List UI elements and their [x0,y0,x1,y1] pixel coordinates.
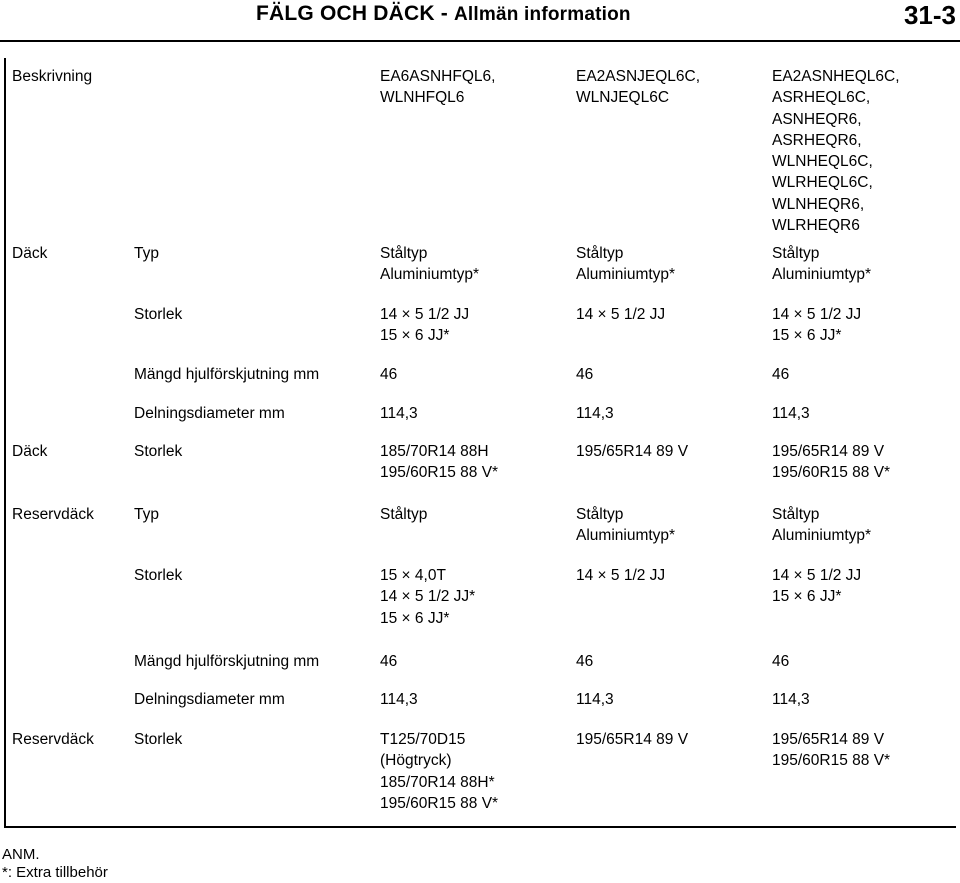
row-label: Storlek [134,306,183,323]
page-header [0,0,960,40]
header-model-col3: EA2ASNHEQL6C, ASRHEQL6C, ASNHEQR6, ASRHEQR6, WLNHEQL6C, WLRHEQL6C, WLNHEQR6, WLRHEQR6 [772,68,900,235]
row-cell-col1: 15 × 4,0T 14 × 5 1/2 JJ* 15 × 6 JJ* [380,567,476,627]
row-cell-col2: 14 × 5 1/2 JJ [576,567,666,584]
page-number: 31-3 [903,0,956,30]
row-cell-col3: 195/65R14 89 V 195/60R15 88 V* [772,443,891,482]
row-cell-col3: 46 [772,653,790,670]
row-group: Däck [12,443,48,460]
row-label: Storlek [134,443,183,460]
row-cell-col3: 14 × 5 1/2 JJ 15 × 6 JJ* [772,306,862,345]
note-heading: ANM. [2,846,40,863]
row-cell-col2: 46 [576,653,594,670]
row-label: Mängd hjulförskjutning mm [134,366,320,383]
note-text: *: Extra tillbehör [2,864,108,881]
row-cell-col1: T125/70D15 (Högtryck) 185/70R14 88H* 195/60R15 88 V* [380,731,499,812]
row-cell-col1: Ståltyp Aluminiumtyp* [380,245,480,284]
row-cell-col1: 46 [380,366,398,383]
row-cell-col1: 185/70R14 88H 195/60R15 88 V* [380,443,499,482]
row-cell-col3: 14 × 5 1/2 JJ 15 × 6 JJ* [772,567,862,606]
row-cell-col2: 195/65R14 89 V [576,731,689,748]
row-cell-col2: 114,3 [576,405,614,422]
row-label: Typ [134,506,159,523]
row-label: Typ [134,245,159,262]
row-cell-col2: Ståltyp Aluminiumtyp* [576,506,676,545]
row-label: Delningsdiameter mm [134,405,285,422]
row-cell-col1: 14 × 5 1/2 JJ 15 × 6 JJ* [380,306,470,345]
row-group: Reservdäck [12,731,94,748]
row-cell-col3: Ståltyp Aluminiumtyp* [772,245,872,284]
header-model-col1: EA6ASNHFQL6, WLNHFQL6 [380,68,496,107]
header-rule [0,40,960,42]
row-label: Mängd hjulförskjutning mm [134,653,320,670]
row-cell-col2: 46 [576,366,594,383]
row-cell-col3: 195/65R14 89 V 195/60R15 88 V* [772,731,891,770]
row-label: Storlek [134,731,183,748]
row-cell-col1: 114,3 [380,405,418,422]
row-cell-col1: Ståltyp [380,506,428,523]
row-cell-col2: 114,3 [576,691,614,708]
row-cell-col3: 114,3 [772,405,810,422]
row-cell-col3: 46 [772,366,790,383]
row-cell-col3: Ståltyp Aluminiumtyp* [772,506,872,545]
row-cell-col2: Ståltyp Aluminiumtyp* [576,245,676,284]
row-group: Reservdäck [12,506,94,523]
row-label: Storlek [134,567,183,584]
page-title [256,2,631,26]
header-model-col2: EA2ASNJEQL6C, WLNJEQL6C [576,68,701,107]
row-cell-col1: 46 [380,653,398,670]
row-cell-col1: 114,3 [380,691,418,708]
row-group: Däck [12,245,48,262]
row-cell-col2: 195/65R14 89 V [576,443,689,460]
row-label: Delningsdiameter mm [134,691,285,708]
row-cell-col3: 114,3 [772,691,810,708]
header-label: Beskrivning [12,68,93,85]
page-title-main: FÄLG OCH DÄCK - [256,2,455,25]
row-cell-col2: 14 × 5 1/2 JJ [576,306,666,323]
page-subtitle: Allmän information [454,4,631,25]
